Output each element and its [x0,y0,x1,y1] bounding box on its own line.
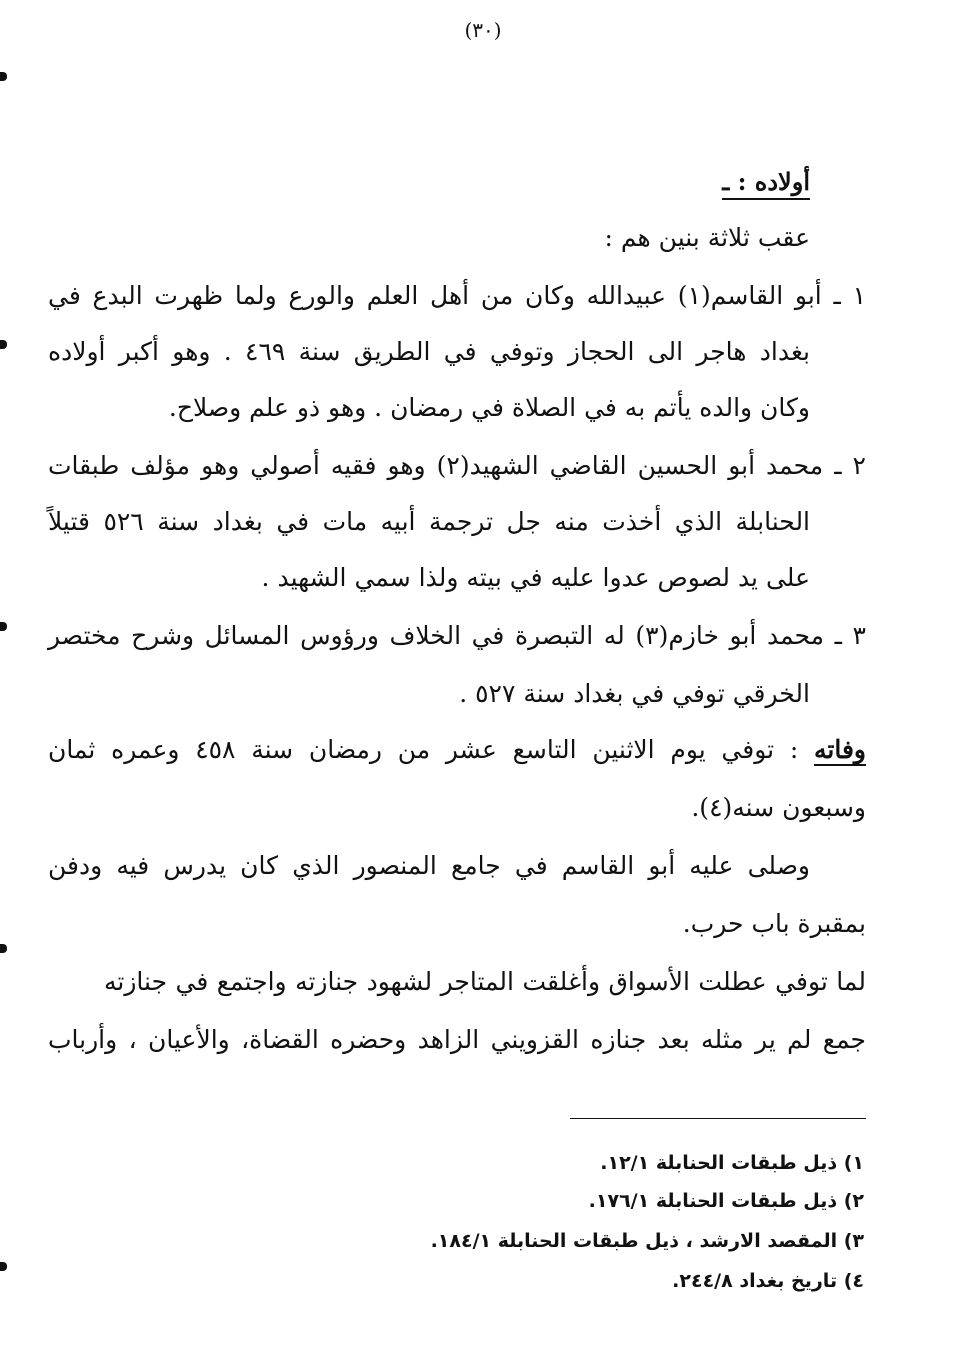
paragraph-3-line-1: لما توفي عطلت الأسواق وأغلقت المتاجر لشهود جنازته واجتمع في جنازته [104,967,866,996]
footnote-separator [570,1118,866,1119]
footnote-4: ٤) تاريخ بغداد ٢٤٤/٨. [672,1270,864,1292]
paragraph-2-line-1: وصلى عليه أبو القاسم في جامع المنصور الذي كان يدرس فيه ودفن [48,851,810,880]
item-1-line-1: ١ ـ أبو القاسم(١) عبيدالله وكان من أهل العلم والورع ولما ظهرت البدع في [48,281,866,310]
section-heading-line [722,164,810,200]
item-2-line-2: الحنابلة الذي أخذت منه جل ترجمة أبيه مات في بغداد سنة ٥٢٦ قتيلاً [48,507,811,536]
death-text: : توفي يوم الاثنين التاسع عشر من رمضان سنة ٤٥٨ وعمره ثمان [48,735,814,764]
item-3-line-2: الخرقي توفي في بغداد سنة ٥٢٧ . [459,679,810,708]
death-line-2: وسبعون سنه(٤). [691,793,866,822]
item-1-line-3: وكان والده يأتم به في الصلاة في رمضان . وهو ذو علم وصلاح. [168,393,810,422]
scan-edge-mark [0,622,7,631]
item-2-line-3: على يد لصوص عدوا عليه في بيته ولذا سمي الشهيد . [261,563,810,592]
scan-edge-mark [0,944,7,953]
death-line-1 [48,732,866,768]
footnote-3: ٣) المقصد الارشد ، ذيل طبقات الحنابلة ١٨٤/١. [430,1230,864,1252]
footnote-2: ٢) ذيل طبقات الحنابلة ١٧٦/١. [588,1190,864,1212]
item-3-line-1: ٣ ـ محمد أبو خازم(٣) له التبصرة في الخلاف ورؤوس المسائل وشرح مختصر [48,621,866,650]
scan-edge-mark [0,72,7,81]
intro-line: عقب ثلاثة بنين هم : [604,223,810,252]
scan-edge-mark [0,1262,7,1271]
item-1-line-2: بغداد هاجر الى الحجاز وتوفي في الطريق سنة ٤٦٩ . وهو أكبر أولاده [48,337,810,366]
paragraph-2-line-2: بمقبرة باب حرب. [682,909,866,938]
scan-edge-mark [0,340,7,349]
section-heading: أولاده : ـ [722,167,810,200]
item-2-line-1: ٢ ـ محمد أبو الحسين القاضي الشهيد(٢) وهو فقيه أصولي وهو مؤلف طبقات [48,451,866,480]
page-number: (٣٠) [464,18,502,42]
footnote-1: ١) ذيل طبقات الحنابلة ١٢/١. [600,1152,864,1174]
death-label: وفاته [813,735,866,764]
paragraph-3-line-2: جمع لم ير مثله بعد جنازه القزويني الزاهد وحضره القضاة، والأعيان ، وأرباب [48,1025,866,1054]
